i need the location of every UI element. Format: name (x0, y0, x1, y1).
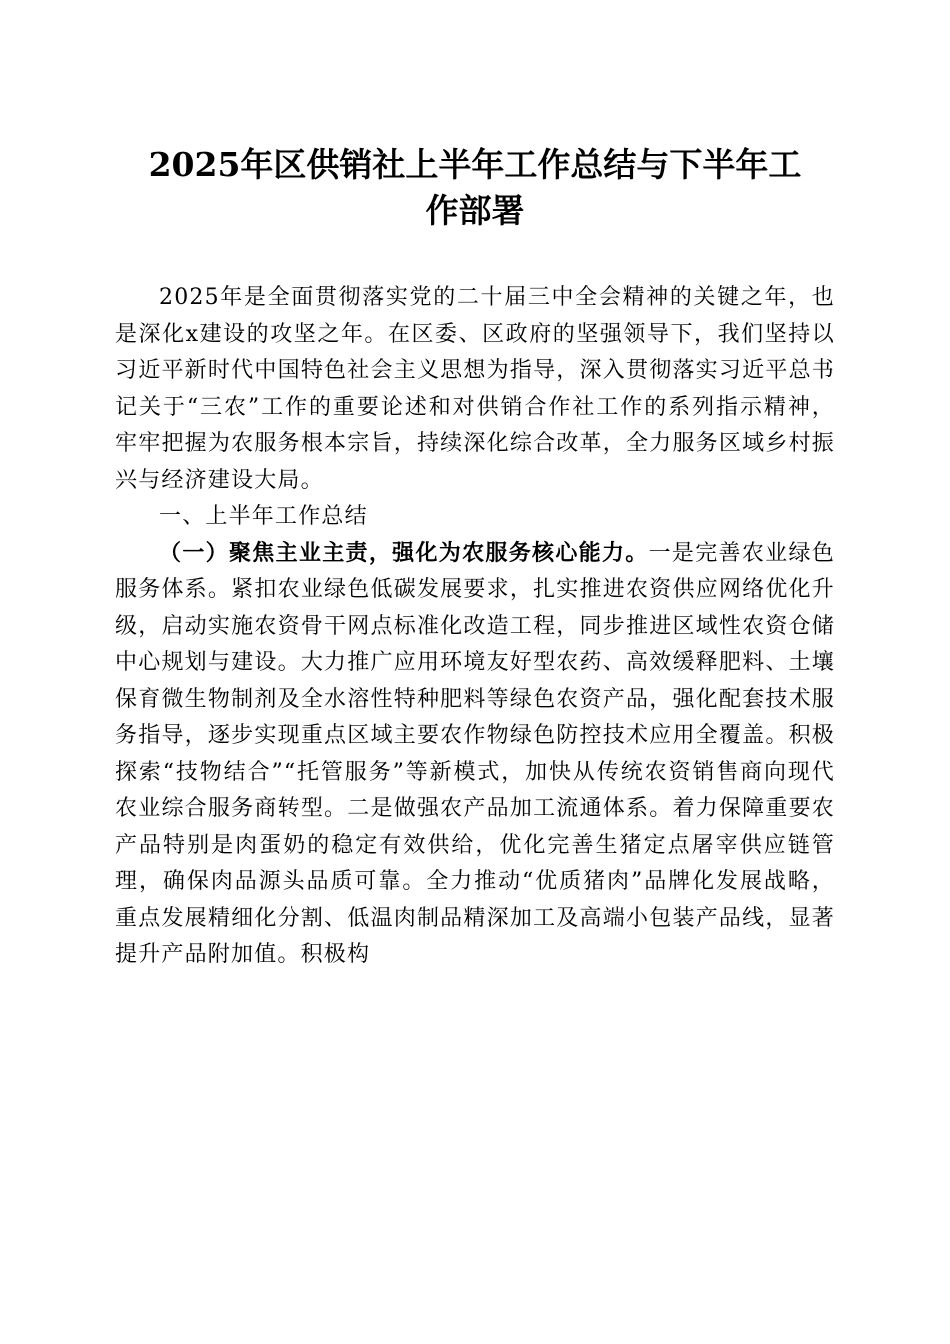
subsection-paragraph-1 (115, 536, 835, 974)
section-heading-1: 一、上半年工作总结 (159, 504, 368, 529)
title-line-2: 作部署 (425, 191, 525, 230)
intro-paragraph: 2025年是全面贯彻落实党的二十届三中全会精神的关键之年，也是深化x建设的攻坚之年。在区委、区政府的坚强领导下，我们坚持以习近平新时代中国特色社会主义思想为指导，深入贯彻落实习近平总书记关于“三农”工作的重要论述和对供销合作社工作的系列指示精神，牢牢把握为农服务根本宗旨，持续深化综合改革，全力服务区域乡村振兴与经济建设大局。 (115, 285, 835, 493)
title-line-1: 2025年区供销社上半年工作总结与下半年工 (148, 145, 802, 184)
document-title (130, 142, 820, 234)
document-body (115, 280, 835, 974)
subsection-heading-1: （一）聚焦主业主责，强化为农服务核心能力。 (159, 540, 649, 566)
subsection-text-1: 一是完善农业绿色服务体系。紧扣农业绿色低碳发展要求，扎实推进农资供应网络优化升级，启动实施农资骨干网点标准化改造工程，同步推进区域性农资仓储中心规划与建设。大力推广应用环境友好型农药、高效缓释肥料、土壤保育微生物制剂及全水溶性特种肥料等绿色农资产品，强化配套技术服务指导，逐步实现重点区域主要农作物绿色防控技术应用全覆盖。积极探索“技物结合”“托管服务”等新模式，加快从传统农资销售商向现代农业综合服务商转型。二是做强农产品加工流通体系。着力保障重要农产品特别是肉蛋奶的稳定有效供给，优化完善生猪定点屠宰供应链管理，确保肉品源头品质可靠。全力推动“优质猪肉”品牌化发展战略，重点发展精细化分割、低温肉制品精深加工及高端小包装产品线，显著提升产品附加值。积极构 (115, 540, 835, 967)
